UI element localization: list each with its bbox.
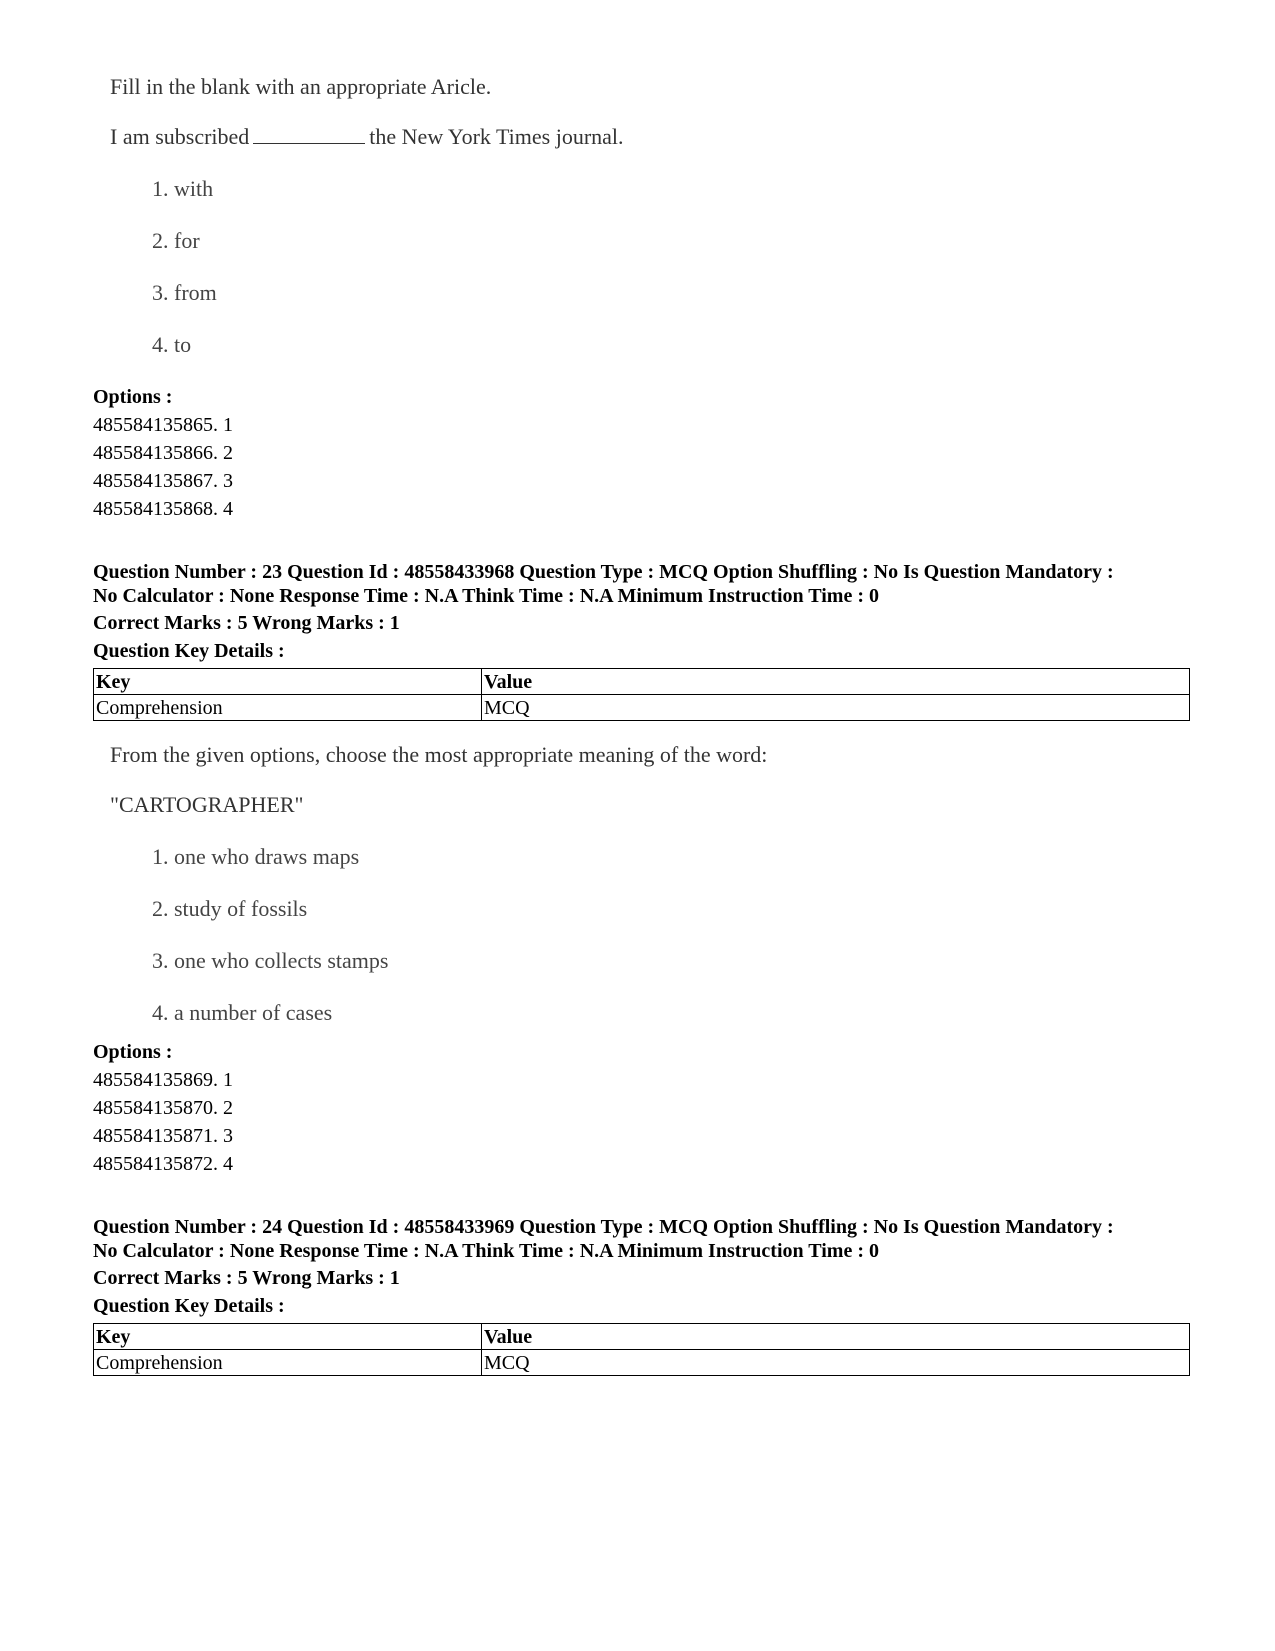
q22-sentence-after: the New York Times journal. [369,124,624,149]
q23-marks: Correct Marks : 5 Wrong Marks : 1 [93,612,400,634]
q24-marks: Correct Marks : 5 Wrong Marks : 1 [93,1267,400,1289]
q24-meta-line-1: Question Number : 24 Question Id : 48558433969 Question Type : MCQ Option Shuffling : No Is Question Mandatory : [93,1216,1114,1238]
table-cell-value: MCQ [482,1350,1190,1376]
q22-option-2: 485584135866. 2 [93,442,233,464]
q24-metadata [93,1215,1193,1263]
q23-key-table [93,668,1190,721]
q22-choice-1: 1. with [152,176,214,201]
table-row [94,1350,1190,1376]
q23-option-4: 485584135872. 4 [93,1153,233,1175]
q22-sentence [110,124,624,150]
q22-choice-4: 4. to [152,332,192,357]
q23-metadata [93,560,1193,608]
q23-question-image [110,742,860,1042]
table-header-value: Value [482,669,1190,695]
q22-option-1: 485584135865. 1 [93,414,233,436]
q24-key-table [93,1323,1190,1376]
table-header-key: Key [94,1324,482,1350]
table-header-value: Value [482,1324,1190,1350]
table-header-key: Key [94,669,482,695]
q22-option-3: 485584135867. 3 [93,470,233,492]
q23-choice-2: 2. study of fossils [152,896,308,921]
table-row [94,695,1190,721]
table-cell-key: Comprehension [94,695,482,721]
q23-choice-3: 3. one who collects stamps [152,948,389,973]
table-cell-value: MCQ [482,695,1190,721]
q24-key-details-label: Question Key Details : [93,1295,285,1317]
q23-meta-line-2: No Calculator : None Response Time : N.A Think Time : N.A Minimum Instruction Time : 0 [93,585,879,607]
q23-choice-1: 1. one who draws maps [152,844,360,869]
q22-sentence-before: I am subscribed [110,124,250,149]
q22-choice-3: 3. from [152,280,217,305]
q24-meta-line-2: No Calculator : None Response Time : N.A Think Time : N.A Minimum Instruction Time : 0 [93,1240,879,1262]
q22-option-4: 485584135868. 4 [93,498,233,520]
q22-choice-2: 2. for [152,228,200,253]
q22-options-label: Options : [93,386,173,408]
q23-option-1: 485584135869. 1 [93,1069,233,1091]
q23-choice-4: 4. a number of cases [152,1000,333,1025]
table-cell-key: Comprehension [94,1350,482,1376]
q23-key-details-label: Question Key Details : [93,640,285,662]
q22-question-image [110,74,810,374]
q23-option-3: 485584135871. 3 [93,1125,233,1147]
q22-instruction: Fill in the blank with an appropriate Aricle. [110,74,492,99]
q23-options-label: Options : [93,1041,173,1063]
q23-word: "CARTOGRAPHER" [110,792,304,817]
table-header-row [94,669,1190,695]
q23-option-2: 485584135870. 2 [93,1097,233,1119]
q23-instruction: From the given options, choose the most appropriate meaning of the word: [110,742,768,767]
table-header-row [94,1324,1190,1350]
q23-meta-line-1: Question Number : 23 Question Id : 48558433968 Question Type : MCQ Option Shuffling : No Is Question Mandatory : [93,561,1114,583]
q22-blank [253,125,365,144]
